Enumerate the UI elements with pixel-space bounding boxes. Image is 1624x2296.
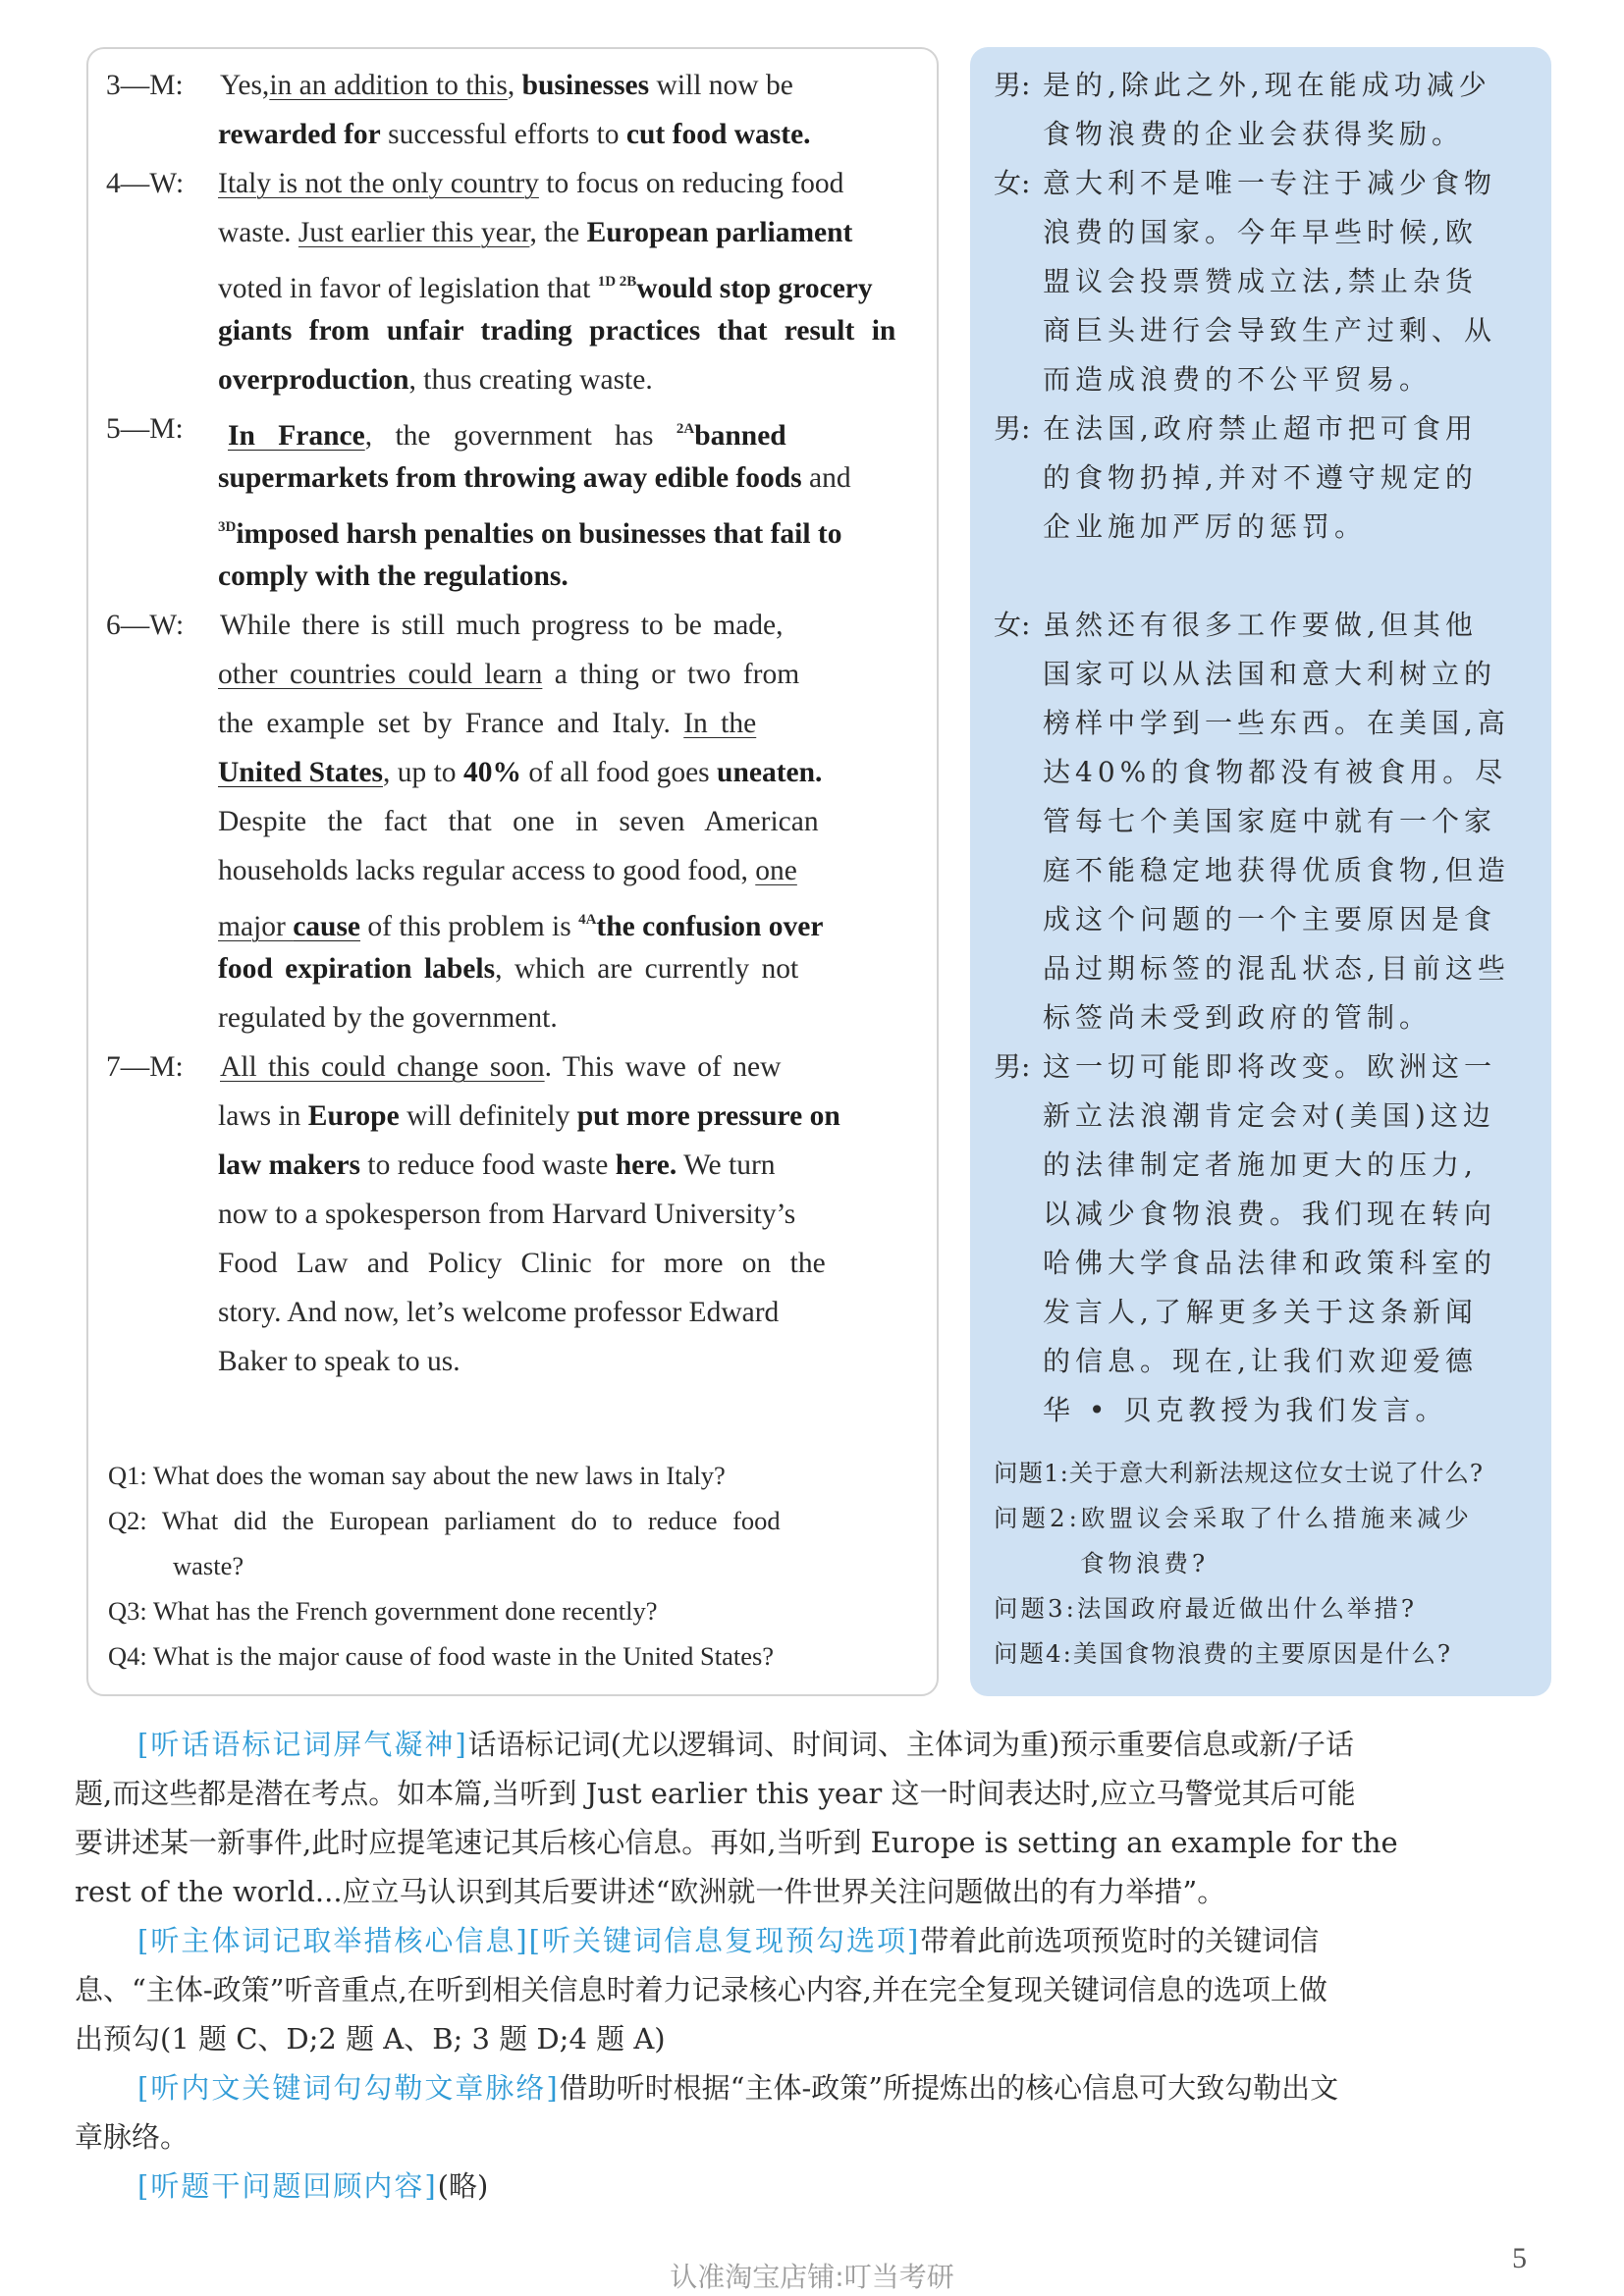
speaker-label: 女:	[994, 167, 1031, 199]
transcript-line: major cause of this problem is $^{4A}$the confusion over	[218, 911, 824, 942]
note-tag: [听主体词记取举措核心信息]	[137, 1924, 529, 1957]
transcript-line: giants from unfair trading practices that result in	[218, 315, 896, 347]
transcript-line: voted in favor of legislation that $^{1D 2B}$would stop grocery	[218, 273, 873, 304]
note-line: [听主体词记取举措核心信息][听关键词信息复现预勾选项]带着此前选项预览时的关键词信	[137, 1924, 1320, 1957]
translation-line: 商巨头进行会导致生产过剩、从	[1043, 314, 1497, 347]
note-line: 题,而这些都是潜在考点。如本篇,当听到 Just earlier this year 这一时间表达时,应立马警觉其后可能	[75, 1777, 1356, 1810]
question-line: waste?	[173, 1551, 244, 1580]
translation-line: 国家可以从法国和意大利树立的	[1043, 658, 1497, 690]
translation-line: 盟议会投票赞成立法,禁止杂货	[1043, 265, 1478, 297]
translation-line: 庭不能稳定地获得优质食物,但造	[1043, 854, 1510, 886]
note-line: [听话语标记词屏气凝神]话语标记词(尤以逻辑词、时间词、主体词为重)预示重要信息或新/子话	[137, 1728, 1355, 1761]
transcript-line: food expiration labels, which are currently not	[218, 953, 799, 985]
note-tag: [听内文关键词句勾勒文章脉络]	[137, 2071, 560, 2105]
speaker-label: 3—M:	[106, 70, 184, 101]
transcript-line: United States, up to 40% of all food goes uneaten.	[218, 757, 823, 788]
note-line: 章脉络。	[75, 2120, 189, 2154]
transcript-line: Yes,in an addition to this, businesses will now be	[220, 70, 793, 101]
translation-line: 这一切可能即将改变。欧洲这一	[1043, 1050, 1497, 1083]
transcript-line: comply with the regulations.	[218, 561, 568, 592]
transcript-line: All this could change soon. This wave of new	[220, 1051, 782, 1083]
translation-line: 意大利不是唯一专注于减少食物	[1043, 167, 1497, 199]
question-line: 问题3:法国政府最近做出什么举措?	[994, 1594, 1417, 1623]
note-tag: [听话语标记词屏气凝神]	[137, 1728, 468, 1761]
transcript-line: the example set by France and Italy. In the	[218, 708, 757, 739]
transcript-line: Baker to speak to us.	[218, 1346, 460, 1377]
translation-line: 的信息。现在,让我们欢迎爱德	[1043, 1345, 1478, 1377]
speaker-label: 男:	[994, 1050, 1031, 1083]
translation-line: 在法国,政府禁止超市把可食用	[1043, 412, 1478, 445]
transcript-line: laws in Europe will definitely put more pressure on	[218, 1100, 840, 1132]
transcript-line: households lacks regular access to good food, one	[218, 855, 797, 886]
translation-line: 的法律制定者施加更大的压力,	[1043, 1148, 1478, 1181]
question-line: 问题4:美国食物浪费的主要原因是什么?	[994, 1639, 1452, 1668]
translation-line: 浪费的国家。今年早些时候,欧	[1043, 216, 1478, 248]
transcript-line: now to a spokesperson from Harvard University’s	[218, 1199, 796, 1230]
note-line: 出预勾(1 题 C、D;2 题 A、B; 3 题 D;4 题 A)	[75, 2022, 666, 2056]
translation-line: 榜样中学到一些东西。在美国,高	[1043, 707, 1510, 739]
note-tag: [听关键词信息复现预勾选项]	[528, 1924, 921, 1957]
transcript-line: Food Law and Policy Clinic for more on the	[218, 1248, 826, 1279]
speaker-label: 男:	[994, 412, 1031, 445]
translation-line: 的食物扔掉,并对不遵守规定的	[1043, 461, 1478, 494]
transcript-line: law makers to reduce food waste here. We turn	[218, 1149, 776, 1181]
transcript-line: While there is still much progress to be made,	[220, 610, 784, 641]
speaker-label: 女:	[994, 609, 1031, 641]
question-line: Q2: What did the European parliament do to reduce food	[108, 1506, 781, 1535]
translation-line: 虽然还有很多工作要做,但其他	[1043, 609, 1478, 641]
transcript-line: regulated by the government.	[218, 1002, 558, 1034]
transcript-line: Italy is not the only country to focus on reducing food	[218, 168, 844, 199]
speaker-label: 男:	[994, 69, 1031, 101]
note-line: [听内文关键词句勾勒文章脉络]借助听时根据“主体-政策”所提炼出的核心信息可大致勾勒出文	[137, 2071, 1339, 2105]
translation-line: 哈佛大学食品法律和政策科室的	[1043, 1247, 1497, 1279]
note-line: rest of the world...应立马认识到其后要讲述“欧洲就一件世界关注问题做出的有力举措”。	[75, 1875, 1226, 1908]
question-line: Q3: What has the French government done recently?	[108, 1596, 658, 1626]
shop-watermark: 认准淘宝店铺:叮当考研	[670, 2261, 954, 2293]
note-line: 要讲述某一新事件,此时应提笔速记其后核心信息。再如,当听到 Europe is setting an example for the	[75, 1826, 1398, 1859]
translation-line: 华 • 贝克教授为我们发言。	[1043, 1394, 1448, 1426]
question-line: 问题2:欧盟议会采取了什么措施来减少	[994, 1504, 1473, 1532]
transcript-line: waste. Just earlier this year, the European parliament	[218, 217, 853, 248]
speaker-label: 7—M:	[106, 1051, 184, 1083]
translation-line: 新立法浪潮肯定会对(美国)这边	[1043, 1099, 1495, 1132]
translation-line: 成这个问题的一个主要原因是食	[1043, 903, 1497, 935]
transcript-line: rewarded for successful efforts to cut food waste.	[218, 119, 811, 150]
translation-line: 发言人,了解更多关于这条新闻	[1043, 1296, 1478, 1328]
translation-line: 企业施加严厉的惩罚。	[1043, 510, 1368, 543]
question-line: 食物浪费?	[1080, 1549, 1210, 1577]
note-line: [听题干问题回顾内容](略)	[137, 2169, 489, 2203]
transcript-line: overproduction, thus creating waste.	[218, 364, 653, 396]
translation-line: 标签尚未受到政府的管制。	[1043, 1001, 1433, 1034]
speaker-label: 5—M:	[106, 413, 184, 445]
translation-line: 以减少食物浪费。我们现在转向	[1043, 1198, 1497, 1230]
note-tag: [听题干问题回顾内容]	[137, 2169, 438, 2203]
question-line: Q4: What is the major cause of food waste in the United States?	[108, 1641, 775, 1671]
transcript-line: Despite the fact that one in seven American	[218, 806, 819, 837]
transcript-line: story. And now, let’s welcome professor Edward	[218, 1297, 780, 1328]
translation-line: 管每七个美国家庭中就有一个家	[1043, 805, 1497, 837]
speaker-label: 4—W:	[106, 168, 185, 199]
note-line: 息、“主体-政策”听音重点,在听到相关信息时着力记录核心内容,并在完全复现关键词信息的选项上做	[75, 1973, 1327, 2006]
speaker-label: 6—W:	[106, 610, 185, 641]
page-number: 5	[1512, 2242, 1527, 2274]
translation-line: 达40%的食物都没有被食用。尽	[1043, 756, 1508, 788]
translation-line: 食物浪费的企业会获得奖励。	[1043, 118, 1465, 150]
translation-line: 品过期标签的混乱状态,目前这些	[1043, 952, 1510, 985]
translation-line: 而造成浪费的不公平贸易。	[1043, 363, 1433, 396]
transcript-line: In France, the government has $^{2A}$banned	[228, 420, 786, 452]
transcript-line: other countries could learn a thing or two from	[218, 659, 800, 690]
question-line: Q1: What does the woman say about the new laws in Italy?	[108, 1461, 726, 1490]
question-line: 问题1:关于意大利新法规这位女士说了什么?	[994, 1459, 1484, 1487]
transcript-line: $^{3D}$imposed harsh penalties on businesses that fail to	[218, 518, 842, 550]
transcript-line: supermarkets from throwing away edible foods and	[218, 462, 851, 494]
translation-line: 是的,除此之外,现在能成功减少	[1043, 69, 1491, 101]
